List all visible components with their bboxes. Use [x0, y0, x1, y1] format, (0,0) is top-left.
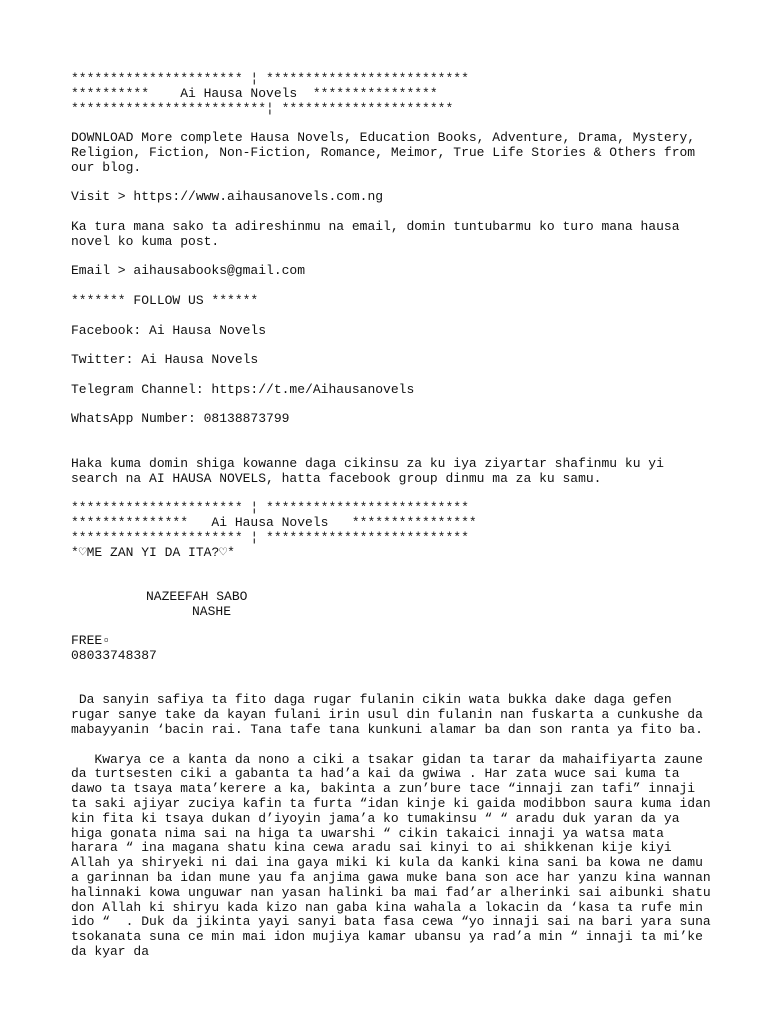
author-block [71, 590, 711, 620]
header-stars-bottom: *************************¦ ********************** [71, 100, 454, 116]
free-label: FREE▫ [71, 633, 111, 649]
author-name: NAZEEFAH SABO [146, 588, 248, 604]
story-paragraph-1: Da sanyin safiya ta fito daga rugar fulanin cikin wata bukka dake daga gefen rugar sanye take da kayan fulani irin usul din fulanin nan fuskarta a cunkushe da mabayyanin ‘bacin rai. Tana tafe tana kunkuni alamar ba dan son ranta ya fito ba. [71, 692, 711, 738]
twitter-line: Twitter: Ai Hausa Novels [71, 352, 259, 368]
header-title: ********** Ai Hausa Novels **************** [71, 85, 438, 101]
telegram-line: Telegram Channel: https://t.me/Aihausanovels [71, 381, 415, 397]
follow-us-heading: ******* FOLLOW US ****** [71, 292, 259, 308]
whatsapp-line: WhatsApp Number: 08138873799 [71, 411, 290, 427]
free-block [71, 634, 711, 664]
banner-stars-bottom: ********************** ¦ ************************** [71, 529, 469, 545]
search-note: Haka kuma domin shiga kowanne daga cikinsu za ku iya ziyartar shafinmu ku yi search na AI HAUSA NOVELS, hatta facebook group dinmu ma za ku samu. [71, 455, 664, 486]
visit-line: Visit > https://www.aihausanovels.com.ng [71, 189, 384, 205]
document-page [71, 71, 719, 960]
story-banner [71, 501, 711, 560]
facebook-line: Facebook: Ai Hausa Novels [71, 322, 267, 338]
free-phone: 08033748387 [71, 648, 157, 664]
email-line: Email > aihausabooks@gmail.com [71, 263, 306, 279]
header-stars-top: ********************** ¦ ************************** [71, 71, 469, 86]
address-note: Ka tura mana sako ta adireshinmu na email, domin tuntubarmu ko turo mana hausa novel ko kuma post. [71, 218, 680, 249]
story-title: *♡ME ZAN YI DA ITA?♡* [71, 544, 235, 560]
header-banner [71, 72, 711, 116]
download-paragraph: DOWNLOAD More complete Hausa Novels, Education Books, Adventure, Drama, Mystery, Religion, Fiction, Non-Fiction, Romance, Meimor, True Life Stories & Others from our blog. [71, 130, 696, 175]
banner-stars-top: ********************** ¦ ************************** [71, 500, 469, 516]
author-surname: NASHE [192, 603, 232, 619]
story-paragraph-2: Kwarya ce a kanta da nono a ciki a tsakar gidan ta tarar da mahaifiyarta zaune da turtsesten ciki a gabanta ta had’a kai da gwiwa . Har zata wuce sai kuma ta dawo ta tsaya mata’kerere a ka, bakinta a zun’bure tace “innaji zan tafi” innaji ta saki ajiyar zuciya kafin ta furta “idan kinje ki gaida modibbon saura kuma idan kin fita ki tsaya dukan d’iyoyin jama’a ko tumakinsu “ “ aradu duk yaran da ya higa gonata nima sai na higa ta uwarshi “ cikin takaici innaji ya watsa mata harara “ ina magana shatu kina cewa aradu sai kinyi to ai shikkenan kije kiyi Allah ya shiryeki ni dai ina gaya miki ki kula da kanki kina sani ba kowa ne damu a garinnan ba idan mune yau fa anjima gawa muke bana son ace har yanzu kina wannan halinnaki kowa unguwar nan yasan halinki ba mai fad’ar alherinki sai aibunki shatu don Allah ki shiryu kada kizo nan gaba kina wahala a lokacin da ‘kasa ta rufe min ido “ . Duk da jikinta yayi sanyi bata fasa cewa “yo innaji sai na bari yara suna tsokanata suna ce min mai idon mujiya kamar ubansu ya rad’a min “ innaji ta mi’ke da kyar da [71, 751, 719, 960]
banner-title: *************** Ai Hausa Novels **************** [71, 514, 477, 530]
